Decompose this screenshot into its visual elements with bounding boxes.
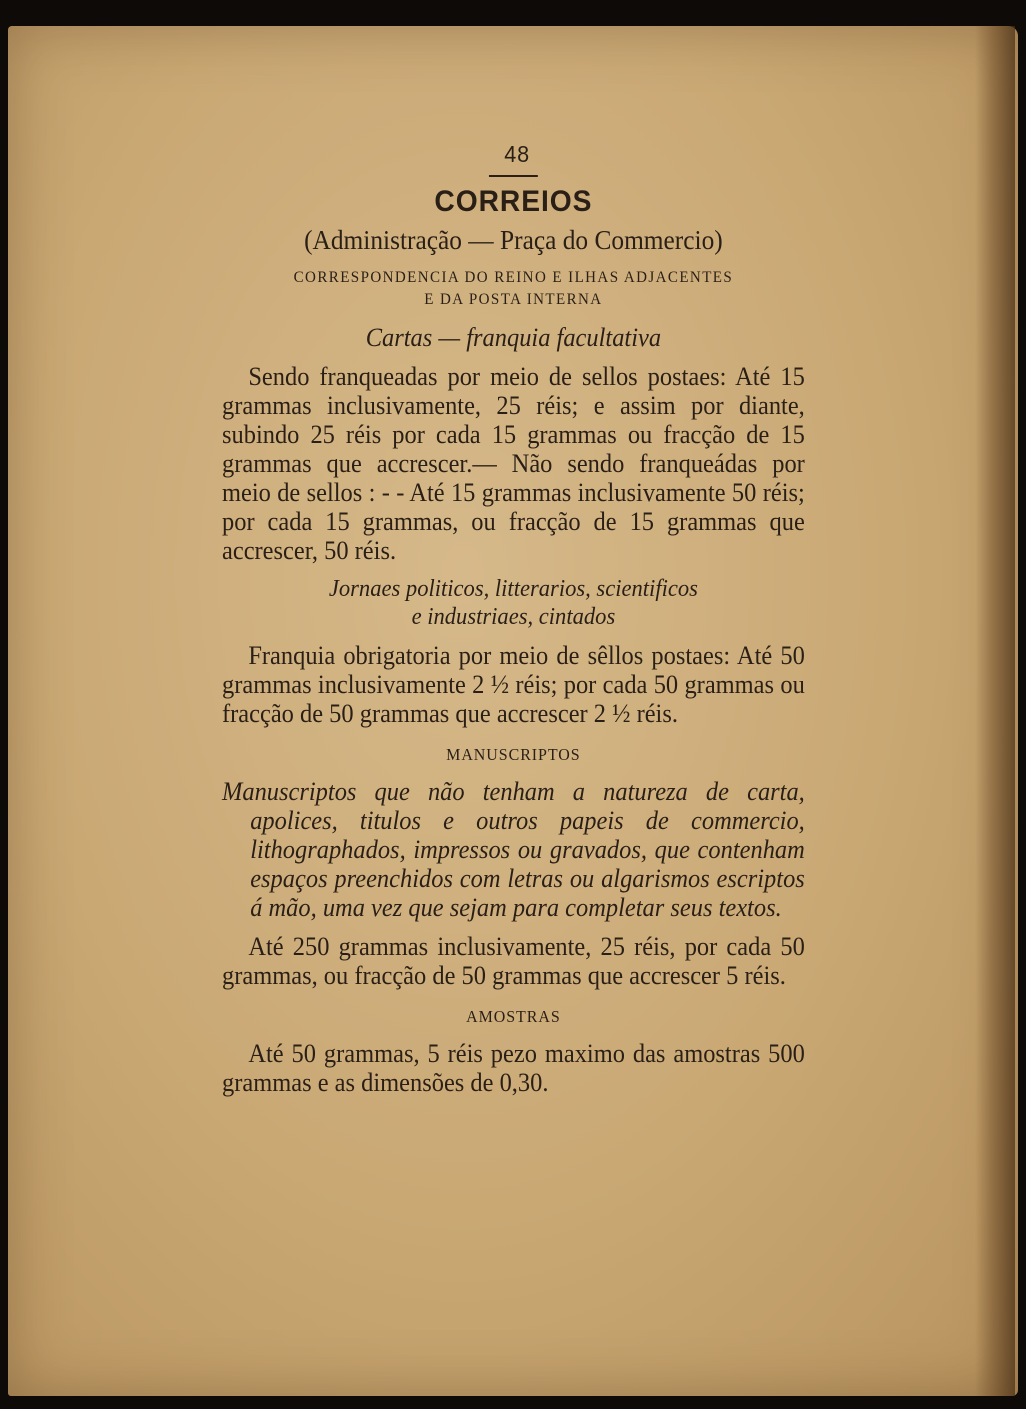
cartas-section <box>222 362 805 565</box>
cartas-text: Sendo franqueadas por meio de sellos postaes: Até 15 grammas inclusivamente, 25 réis; e assim por diante, subindo 25 réis por cada 15 grammas ou fracção de 15 grammas que accrescer.— Não sendo franqueádas por meio de sellos : - - Até 15 grammas inclusivamente 50 réis; por cada 15 grammas, ou fracção de 15 grammas que accrescer, 50 réis. <box>222 362 805 565</box>
book-gutter <box>975 26 1015 1396</box>
manuscriptos-heading: MANUSCRIPTOS <box>446 745 581 764</box>
manuscriptos-italic-text: Manuscriptos que não tenham a natureza de carta, apolices, titulos e outros papeis de commercio, lithographados, impressos ou gravados, que contenham espaços preenchidos com letras ou algarismos escriptos á mão, uma vez que sejam para completar seus textos. <box>222 777 805 922</box>
number-rule <box>489 175 538 177</box>
amostras-heading: AMOSTRAS <box>466 1007 561 1026</box>
cartas-heading: Cartas — franquia facultativa <box>365 323 662 352</box>
page-title: CORREIOS <box>434 185 593 218</box>
jornaes-heading <box>222 575 805 631</box>
caps-heading-line-2: E DA POSTA INTERNA <box>424 291 603 308</box>
caps-heading-line-1: CORRESPONDENCIA DO REINO E ILHAS ADJACENTES <box>293 269 734 286</box>
manuscriptos-section <box>222 932 805 990</box>
manuscriptos-text: Até 250 grammas inclusivamente, 25 réis, por cada 50 grammas, ou fracção de 50 grammas que accrescer 5 réis. <box>222 932 805 990</box>
jornaes-text: Franquia obrigatoria por meio de sêllos postaes: Até 50 grammas inclusivamente 2 ½ réis; por cada 50 grammas ou fracção de 50 grammas que accrescer 2 ½ réis. <box>222 641 805 728</box>
jornaes-section <box>222 641 805 728</box>
page-subtitle: (Administração — Praça do Commercio) <box>304 225 723 255</box>
caps-heading <box>222 267 805 311</box>
amostras-section <box>222 1039 805 1097</box>
jornaes-heading-line-2: e industriaes, cintados <box>411 604 616 630</box>
amostras-text: Até 50 grammas, 5 réis pezo maximo das amostras 500 grammas e as dimensões de 0,30. <box>222 1039 805 1097</box>
page-number: 48 <box>504 141 531 167</box>
page-content <box>222 140 805 1097</box>
jornaes-heading-line-1: Jornaes politicos, litterarios, scientificos <box>328 576 698 602</box>
